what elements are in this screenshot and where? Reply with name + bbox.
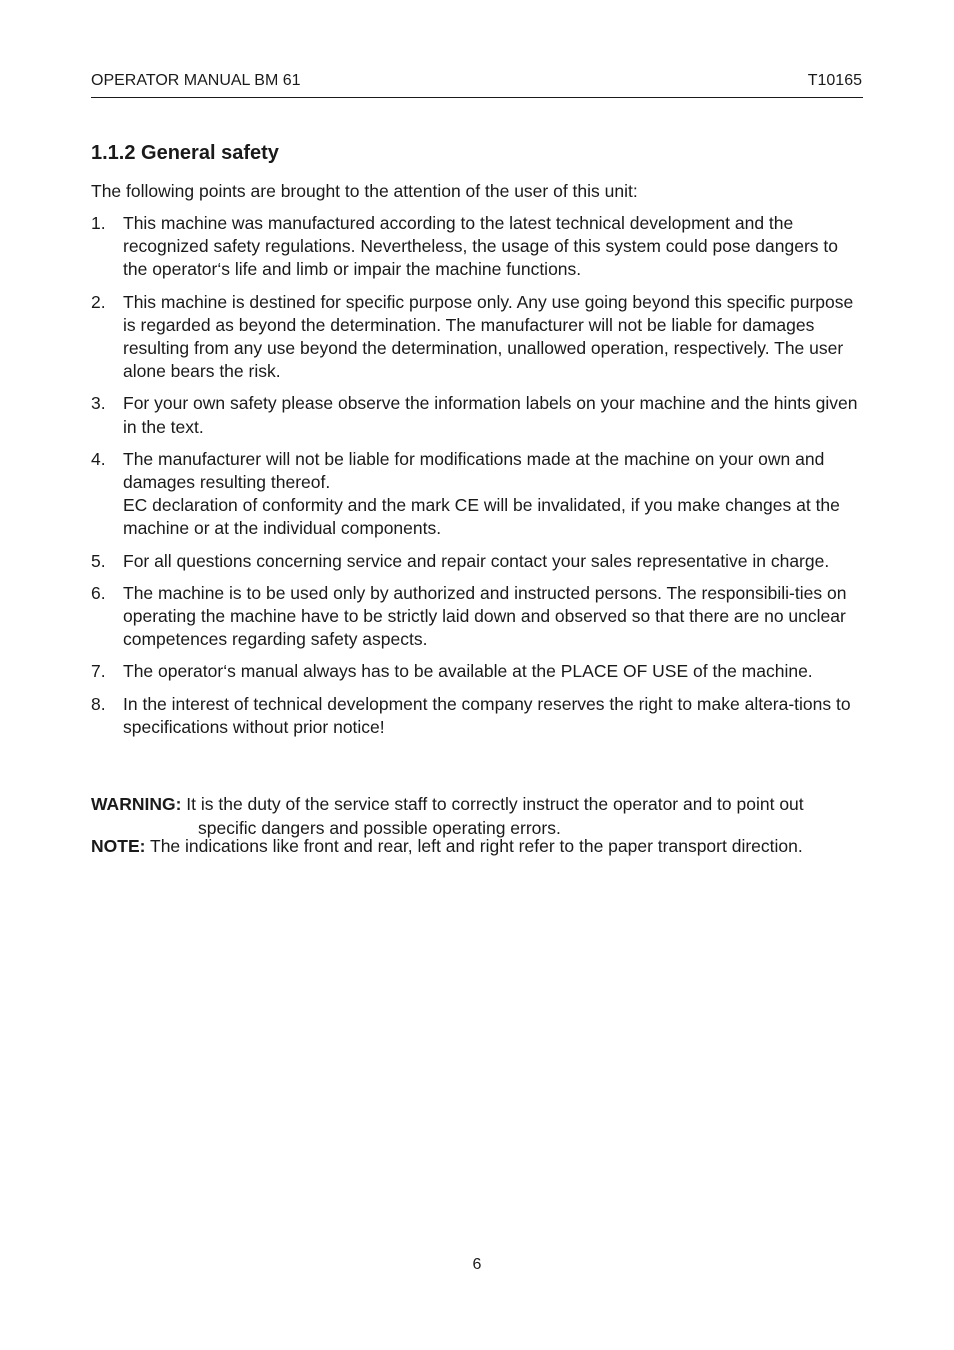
note-label: NOTE: — [91, 836, 146, 856]
item-text: The machine is to be used only by authorized and instructed persons. The responsibili-ties on operating the machine have to be strictly laid down and observed so that there are no unclear competences regarding safety aspects. — [123, 582, 847, 650]
safety-points-list — [91, 212, 866, 748]
item-number: 5. — [91, 550, 106, 571]
item-number: 3. — [91, 393, 106, 414]
item-number: 8. — [91, 693, 106, 714]
page-header — [91, 70, 862, 92]
note-paragraph — [91, 835, 866, 858]
item-number: 1. — [91, 213, 106, 233]
list-item — [91, 582, 866, 652]
list-item — [91, 392, 866, 438]
document-title: OPERATOR MANUAL BM 61 — [91, 72, 301, 89]
list-item — [91, 448, 866, 541]
warning-paragraph — [91, 792, 866, 840]
list-item — [91, 291, 866, 384]
header-divider — [91, 97, 863, 98]
item-number: 4. — [91, 448, 106, 469]
item-text: This machine was manufactured according to the latest technical development and the recognized safety regulations. Nevertheless, the usage of this system could pose dangers to the operator‘s life and limb or impair the machine functions. — [123, 213, 838, 280]
section-title: 1.1.2 General safety — [91, 142, 279, 164]
section-intro: The following points are brought to the attention of the user of this unit: — [91, 181, 638, 201]
item-text: In the interest of technical development the company reserves the right to make altera-tions to specifications without prior notice! — [123, 693, 851, 737]
item-number: 6. — [91, 582, 106, 603]
list-item — [91, 660, 866, 683]
note-text: The indications like front and rear, left and right refer to the paper transport direction. — [150, 836, 803, 856]
page-number: 6 — [472, 1256, 482, 1273]
list-item — [91, 693, 866, 739]
item-number: 2. — [91, 291, 106, 312]
item-number: 7. — [91, 661, 106, 682]
document-code: T10165 — [807, 72, 862, 89]
warning-label: WARNING: — [91, 794, 182, 814]
item-text: For all questions concerning service and repair contact your sales representative in charge. — [123, 550, 830, 571]
list-item — [91, 550, 866, 573]
item-text: The manufacturer will not be liable for modifications made at the machine on your own and damages resulting thereof. EC declaration of conformity and the mark CE will be invalidated, if you make changes at the machine or at the individual components. — [123, 448, 840, 539]
item-text: For your own safety please observe the information labels on your machine and the hints given in the text. — [123, 393, 858, 437]
item-text: This machine is destined for specific purpose only. Any use going beyond this specific purpose is regarded as beyond the determination. The manufacturer will not be liable for damages resulting from any use beyond the determination, unallowed operation, respectively. The user alone bears the risk. — [123, 291, 854, 382]
list-item — [91, 212, 866, 282]
item-text: The operator‘s manual always has to be available at the PLACE OF USE of the machine. — [123, 661, 813, 682]
warning-text: It is the duty of the service staff to correctly instruct the operator and to point out specific dangers and possible operating errors. — [186, 794, 804, 838]
